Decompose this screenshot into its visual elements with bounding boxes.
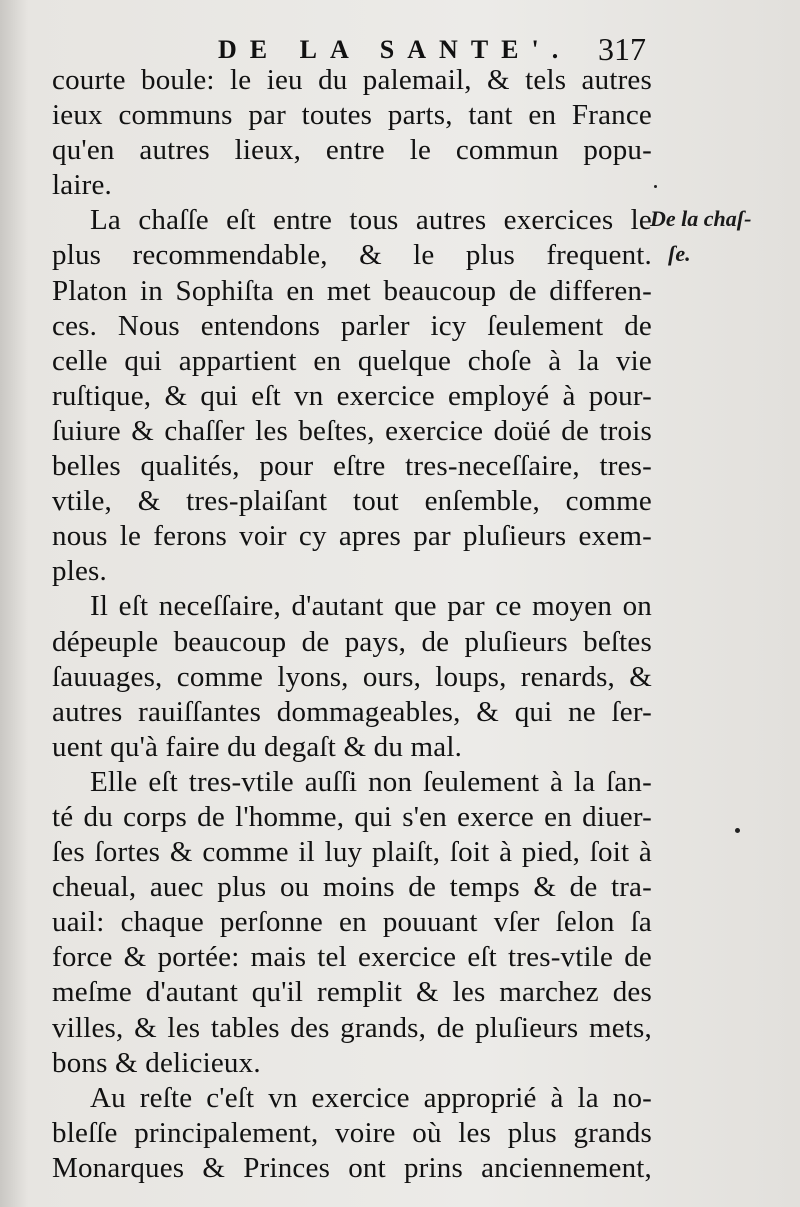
text-line: celle qui appartient en quelque choſe à la vie (52, 344, 652, 377)
text-line: cheual, auec plus ou moins de temps & de tra- (52, 871, 652, 904)
text-line: ſuiure & chaſſer les beſtes, exercice doüé de trois (52, 414, 652, 447)
text-line: Au reſte c'eſt vn exercice approprié à la no- (90, 1081, 652, 1114)
text-line: ples. (52, 555, 107, 588)
text-line: vtile, & tres-plaiſant tout enſemble, comme (52, 485, 652, 518)
text-line: té du corps de l'homme, qui s'en exerce en diuer- (52, 800, 652, 833)
text-line: qu'en autres lieux, entre le commun popu- (52, 134, 652, 167)
text-line: ces. Nous entendons parler icy ſeulement de (52, 309, 652, 342)
text-line: Elle eſt tres-vtile auſſi non ſeulement à la ſan- (90, 765, 652, 798)
text-line: autres rauiſſantes dommageables, & qui ne ſer- (52, 695, 652, 728)
text-line: laire. (52, 169, 112, 202)
text-line: ruſtique, & qui eſt vn exercice employé à pour- (52, 379, 652, 412)
text-line: ſes ſortes & comme il luy plaiſt, ſoit à pied, ſoit à (52, 836, 652, 869)
text-line: bons & delicieux. (52, 1046, 261, 1079)
text-line: force & portée: mais tel exercice eſt tres-vtile de (52, 941, 652, 974)
text-line: nous le ferons voir cy apres par pluſieurs exem- (52, 520, 652, 553)
text-line: ieux communs par toutes parts, tant en France (52, 99, 652, 132)
page-number: 317 (598, 31, 646, 67)
text-line: La chaſſe eſt entre tous autres exercices le (90, 204, 652, 237)
body-text (52, 63, 652, 1186)
ink-speck (654, 185, 657, 188)
text-line: courte boule: le ieu du palemail, & tels autres (52, 64, 652, 96)
text-line: Monarques & Princes ont prins anciennement, (52, 1151, 652, 1184)
text-line: belles qualités, pour eſtre tres-neceſſaire, tres- (52, 450, 652, 483)
text-line: uail: chaque perſonne en pouuant vſer ſelon ſa (52, 906, 652, 939)
margin-note-line-2: ſe. (668, 241, 691, 266)
text-line: meſme d'autant qu'il remplit & les marchez des (52, 976, 652, 1009)
text-line: ſauuages, comme lyons, ours, loups, renards, & (52, 660, 652, 693)
text-line: uent qu'à faire du degaſt & du mal. (52, 730, 463, 763)
text-line: villes, & les tables des grands, de pluſieurs mets, (52, 1011, 652, 1044)
text-line: dépeuple beaucoup de pays, de pluſieurs beſtes (52, 625, 652, 658)
text-line: plus recommendable, & le plus frequent. (52, 239, 652, 272)
margin-note-line-1: De la chaſ- (650, 206, 752, 231)
text-line: bleſſe principalement, voire où les plus grands (52, 1116, 652, 1149)
running-head: DE LA SANTE'. (218, 35, 572, 64)
ink-speck (735, 828, 740, 833)
text-line: Platon in Sophiſta en met beaucoup de differen- (52, 274, 652, 307)
text-line: Il eſt neceſſaire, d'autant que par ce moyen on (90, 590, 652, 623)
